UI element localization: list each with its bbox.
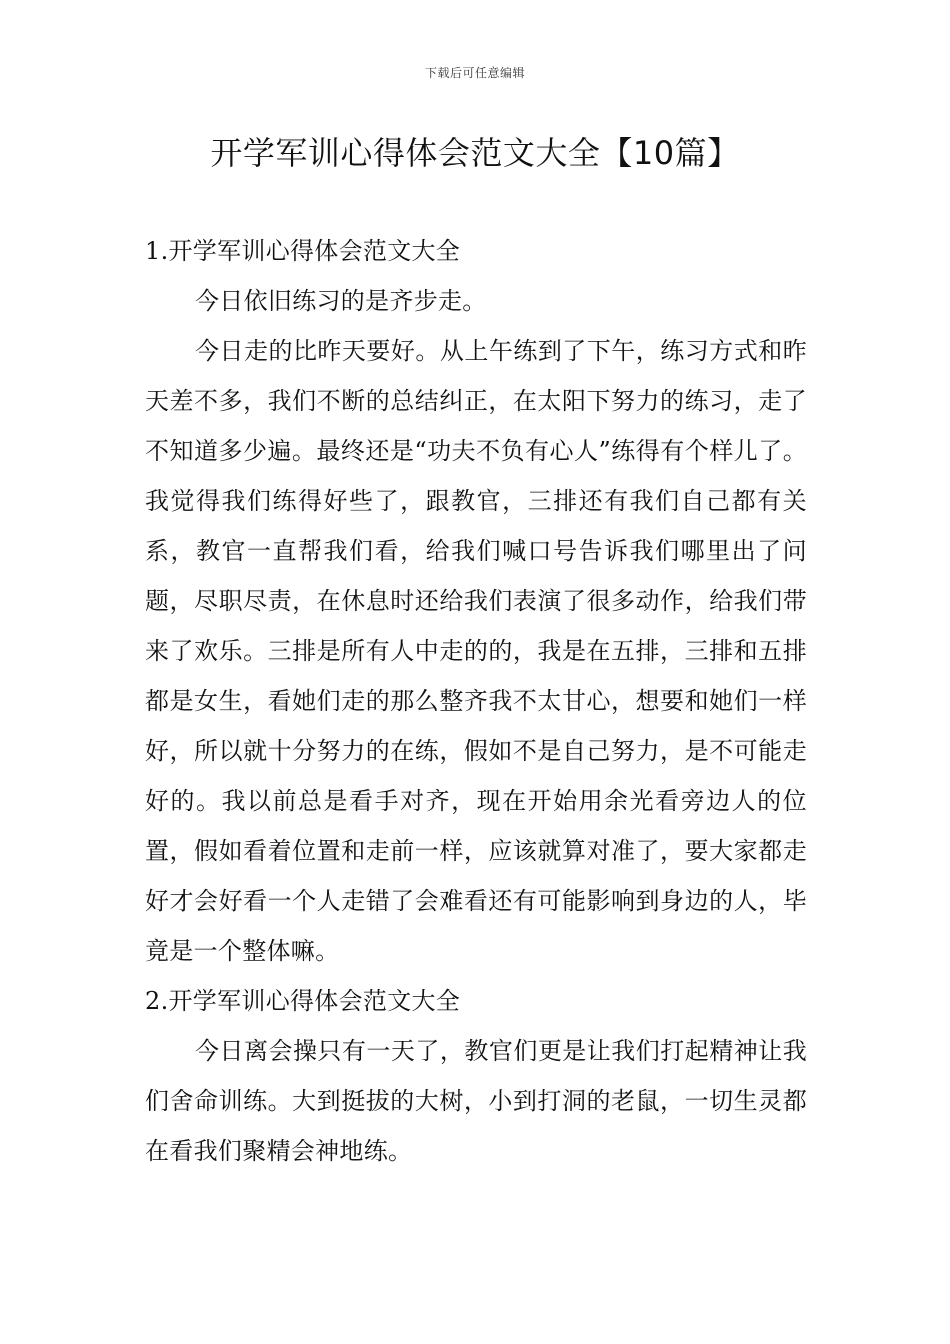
header-note: 下载后可任意编辑 — [424, 66, 525, 80]
paragraph: 今日走的比昨天要好。从上午练到了下午，练习方式和昨天差不多，我们不断的总结纠正，在太阳下努力的练习，走了不知道多少遍。最终还是“功夫不负有心人”练得有个样儿了。我觉得我们练得好些了，跟教官，三排还有我们自己都有关系，教官一直帮我们看，给我们喊口号告诉我们哪里出了问题，尽职尽责，在休息时还给我们表演了很多动作，给我们带来了欢乐。三排是所有人中走的的，我是在五排，三排和五排都是女生，看她们走的那么整齐我不太甘心，想要和她们一样好，所以就十分努力的在练，假如不是自己努力，是不可能走好的。我以前总是看手对齐，现在开始用余光看旁边人的位置，假如看着位置和走前一样，应该就算对准了，要大家都走好才会好看一个人走错了会难看还有可能影响到身边的人，毕竟是一个整体嘛。 — [145, 337, 807, 965]
document-body — [145, 226, 807, 1176]
document-title: 开学军训心得体会范文大全【10篇】 — [210, 134, 740, 172]
section-heading-1: 1.开学军训心得体会范文大全 — [145, 237, 461, 265]
paragraph: 今日依旧练习的是齐步走。 — [195, 287, 487, 315]
paragraph: 今日离会操只有一天了，教官们更是让我们打起精神让我们舍命训练。大到挺拔的大树，小到打洞的老鼠，一切生灵都在看我们聚精会神地练。 — [145, 1037, 807, 1165]
section-heading-2: 2.开学军训心得体会范文大全 — [145, 987, 461, 1015]
